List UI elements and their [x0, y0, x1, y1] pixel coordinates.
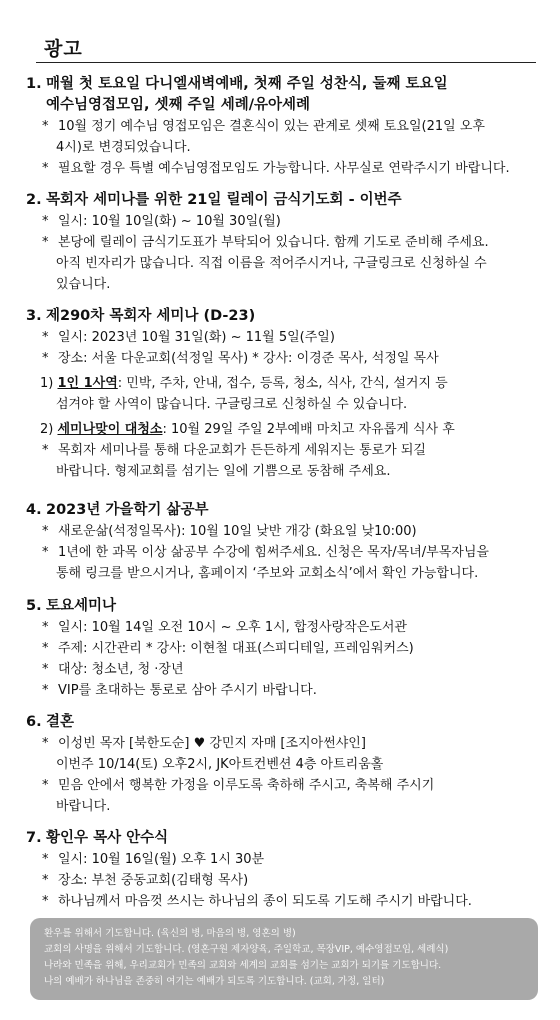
bullet-item	[26, 327, 536, 348]
bullet-continuation: 통해 링크를 받으시거나, 홈페이지 ‘주보와 교회소식’에서 확인 가능합니다.	[56, 566, 479, 581]
numbered-item	[26, 419, 536, 440]
bullet-continuation: 있습니다.	[56, 277, 111, 292]
bullet-text: 장소: 서울 다운교회(석정일 목사) * 강사: 이경준 목사, 석정일 목사	[58, 351, 439, 366]
bullet-item	[26, 542, 536, 563]
bullet-marker: *	[42, 235, 49, 250]
bullet-item	[26, 733, 536, 754]
bullet-text: VIP를 초대하는 통로로 삼아 주시기 바랍니다.	[58, 683, 317, 698]
heading-continuation: 예수님영접모임, 셋째 주일 세례/유아세례	[46, 97, 311, 113]
bullet-text: 목회자 세미나를 통해 다운교회가 든든하게 세워지는 통로가 되길	[58, 443, 426, 458]
announcement-6	[26, 712, 536, 817]
bullet-marker: *	[42, 214, 49, 229]
announcement-number: 7.	[26, 830, 42, 846]
groom-name: 이성빈 목자 [북한도순]	[58, 736, 190, 751]
item-highlight: 1인 1사역	[57, 376, 118, 391]
announcement-heading	[26, 828, 536, 849]
bullet-text: 장소: 부천 중동교회(김태형 목사)	[58, 873, 249, 888]
bullet-item	[26, 617, 536, 638]
bullet-item	[26, 116, 536, 137]
bullet-text: 새로운삶(석정일목사): 10월 10일 낮반 개강 (화요일 낮10:00)	[58, 524, 417, 539]
bullet-continuation: 바랍니다. 형제교회를 섬기는 일에 기쁨으로 동참해 주세요.	[56, 464, 391, 479]
announcement-heading	[26, 74, 536, 95]
announcement-number: 1.	[26, 76, 42, 92]
bullet-item	[26, 638, 536, 659]
bullet-text: 일시: 2023년 10월 31일(화) ~ 11월 5일(주일)	[58, 330, 335, 345]
bullet-text: 일시: 10월 10일(화) ~ 10월 30일(월)	[58, 214, 281, 229]
bullet-continuation: 이번주 10/14(토) 오후2시, JK아트컨벤션 4층 아트리움홀	[56, 757, 384, 772]
item-text: : 민박, 주차, 안내, 접수, 등록, 청소, 식사, 간식, 설거지 등	[117, 376, 448, 391]
prayer-box	[30, 918, 538, 1000]
prayer-line: 교회의 사명을 위해서 기도합니다. (영혼구원 제자양육, 주일학교, 목장VIP, 예수영접모임, 세례식)	[44, 944, 449, 955]
bullet-item	[26, 849, 536, 870]
announcement-number: 5.	[26, 598, 42, 614]
title-divider	[36, 62, 536, 63]
bullet-item	[26, 680, 536, 701]
heading-text: 목회자 세미나를 위한 21일 릴레이 금식기도회 - 이번주	[46, 192, 402, 208]
item-number: 1)	[40, 376, 54, 391]
bullet-item	[26, 775, 536, 796]
bullet-text: 1년에 한 과목 이상 삶공부 수강에 힘써주세요. 신청은 목자/목녀/부목자님을	[58, 545, 489, 560]
bullet-marker: *	[42, 620, 49, 635]
bullet-marker: *	[42, 351, 49, 366]
bullet-text: 10월 정기 예수님 영접모임은 결혼식이 있는 관계로 셋째 토요일(21일 오후	[58, 119, 485, 134]
heading-text: 토요세미나	[46, 598, 117, 614]
page-title: 광고	[44, 38, 83, 60]
announcement-2	[26, 190, 536, 295]
bullet-text: 대상: 청소년, 청 ·장년	[58, 662, 184, 677]
bullet-marker: *	[42, 330, 49, 345]
heading-text: 2023년 가을학기 삶공부	[46, 502, 209, 518]
announcement-number: 2.	[26, 192, 42, 208]
bullet-item	[26, 521, 536, 542]
bullet-continuation: 아직 빈자리가 많습니다. 직접 이름을 적어주시거나, 구글링크로 신청하실 수	[56, 256, 487, 271]
bullet-marker: *	[42, 736, 49, 751]
heading-text: 결혼	[46, 714, 75, 730]
prayer-line: 나라와 민족을 위해, 우리교회가 민족의 교회와 세계의 교회를 섬기는 교회가 되기를 기도합니다.	[44, 960, 442, 971]
announcement-1	[26, 74, 536, 179]
announcement-heading	[26, 306, 536, 327]
bullet-continuation: 바랍니다.	[56, 799, 111, 814]
item-text: : 10월 29일 주일 2부예배 마치고 자유롭게 식사 후	[162, 422, 455, 437]
announcement-number: 4.	[26, 502, 42, 518]
bullet-text: 하나님께서 마음껏 쓰시는 하나님의 종이 되도록 기도해 주시기 바랍니다.	[58, 894, 472, 909]
announcement-number: 6.	[26, 714, 42, 730]
bullet-text: 일시: 10월 16일(월) 오후 1시 30분	[58, 852, 265, 867]
announcement-3	[26, 306, 536, 482]
bullet-item	[26, 659, 536, 680]
bullet-marker: *	[42, 119, 49, 134]
bullet-marker: *	[42, 443, 49, 458]
bullet-item	[26, 348, 536, 369]
item-highlight: 세미나맞이 대청소	[57, 422, 163, 437]
bullet-marker: *	[42, 852, 49, 867]
announcement-5	[26, 596, 536, 701]
heart-icon: ♥	[193, 736, 206, 751]
heading-text: 매월 첫 토요일 다니엘새벽예배, 첫째 주일 성찬식, 둘째 토요일	[46, 76, 448, 92]
prayer-line: 나의 예배가 하나님을 존중히 여기는 예배가 되도록 기도합니다. (교회, 가정, 일터)	[44, 976, 385, 987]
bullet-text: 필요할 경우 특별 예수님영접모임도 가능합니다. 사무실로 연락주시기 바랍니다.	[58, 161, 510, 176]
bullet-text: 주제: 시간관리 * 강사: 이현철 대표(스피디테일, 프레임워커스)	[58, 641, 414, 656]
bullet-continuation: 4시)로 변경되었습니다.	[56, 140, 191, 155]
announcement-heading	[26, 596, 536, 617]
bullet-item	[26, 440, 536, 461]
prayer-line: 환우를 위해서 기도합니다. (육신의 병, 마음의 병, 영혼의 병)	[44, 928, 296, 939]
bullet-text: 본당에 릴레이 금식기도표가 부탁되어 있습니다. 함께 기도로 준비해 주세요.	[58, 235, 489, 250]
bullet-marker: *	[42, 524, 49, 539]
announcement-heading	[26, 712, 536, 733]
announcement-7	[26, 828, 536, 912]
announcement-number: 3.	[26, 308, 42, 324]
numbered-item	[26, 373, 536, 394]
bullet-item	[26, 232, 536, 253]
bullet-item	[26, 870, 536, 891]
numbered-item-continuation: 섬겨야 할 사역이 많습니다. 구글링크로 신청하실 수 있습니다.	[56, 397, 408, 412]
bullet-marker: *	[42, 778, 49, 793]
bullet-item	[26, 891, 536, 912]
bullet-item	[26, 158, 536, 179]
announcement-heading	[26, 500, 536, 521]
announcement-4	[26, 500, 536, 584]
bullet-marker: *	[42, 873, 49, 888]
bullet-marker: *	[42, 894, 49, 909]
bullet-marker: *	[42, 641, 49, 656]
bullet-marker: *	[42, 545, 49, 560]
bullet-marker: *	[42, 662, 49, 677]
bullet-item	[26, 211, 536, 232]
announcement-heading	[26, 190, 536, 211]
bride-name: 강민지 자매 [조지아썬샤인]	[209, 736, 366, 751]
bullet-text: 믿음 안에서 행복한 가정을 이루도록 축하해 주시고, 축복해 주시기	[58, 778, 435, 793]
heading-text: 제290차 목회자 세미나 (D-23)	[46, 308, 256, 324]
bullet-marker: *	[42, 683, 49, 698]
heading-text: 황인우 목사 안수식	[46, 830, 169, 846]
bullet-text: 일시: 10월 14일 오전 10시 ~ 오후 1시, 합정사랑작은도서관	[58, 620, 407, 635]
bullet-marker: *	[42, 161, 49, 176]
item-number: 2)	[40, 422, 54, 437]
